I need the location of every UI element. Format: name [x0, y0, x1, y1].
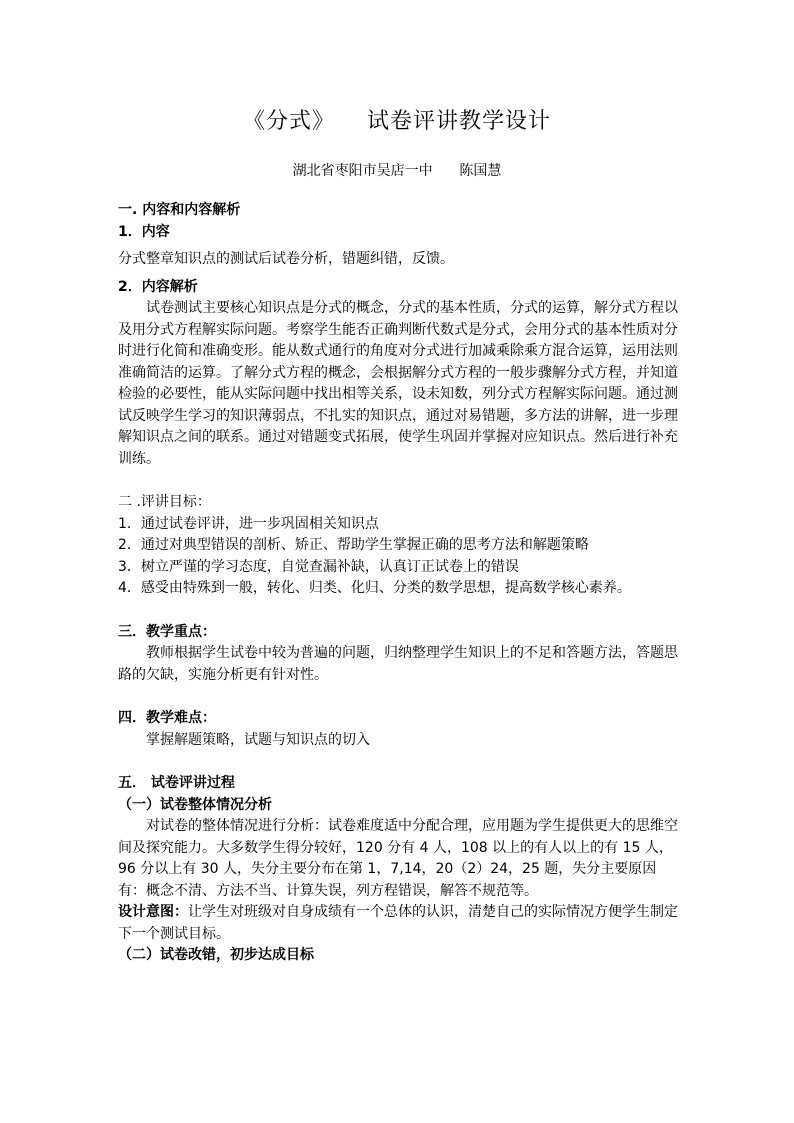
section-1-1-heading: 1．内容 [118, 223, 170, 240]
section-1-heading: 一. 内容和内容解析 [118, 202, 241, 218]
document-body [118, 200, 678, 967]
section-5-part-1-text: 对试卷的整体情况进行分析：试卷难度适中分配合理，应用题为学生提供更大的思维空间及探究能力。大多数学生得分较好，120 分有 4 人，108 以上的有人以上的有 15 人，96 分以上有 30 人，失分主要分布在第 1，7,14，20（2）24，25 题，失分主要原因有：概念不清、方法不当、计算失误，列方程错误，解答不规范等。 [118, 818, 678, 899]
section-4-text: 掌握解题策略，试题与知识点的切入 [146, 731, 370, 748]
design-intent-text: 让学生对班级对自身成绩有一个总体的认识，清楚自己的实际情况方便学生制定下一个测试目标。 [118, 904, 678, 942]
section-2-item-4: 4．感受由特殊到一般，转化、归类、化归、分类的数学思想，提高数学核心素养。 [118, 580, 631, 596]
section-3-heading: 三．教学重点： [118, 623, 216, 640]
document-title: 《分式》 试卷评讲教学设计 [243, 109, 551, 134]
design-intent-label: 设计意图： [118, 904, 188, 920]
section-4-heading: 四．教学难点： [118, 710, 216, 726]
section-5-part-1-heading: （一）试卷整体情况分析 [118, 796, 272, 813]
section-5-part-2-heading: （二）试卷改错，初步达成目标 [118, 947, 314, 963]
section-1-2-text: 试卷测试主要核心知识点是分式的概念，分式的基本性质，分式的运算，解分式方程以及用分式方程解实际问题。考察学生能否正确判断代数式是分式，会用分式的基本性质对分时进行化简和准确变形。能从数式通行的角度对分式进行加减乘除乘方混合运算，运用法则准确简洁的运算。了解分式方程的概念，会根据解分式方程的一般步骤解分式方程，并知道检验的必要性，能从实际问题中找出相等关系，设未知数，列分式方程解实际问题。通过测试反映学生学习的知识薄弱点，不扎实的知识点，通过对易错题，多方法的讲解，进一步理解知识点之间的联系。通过对错题变式拓展，使学生巩固并掌握对应知识点。然后进行补充训练。 [118, 300, 678, 467]
section-2-item-2: 2．通过对典型错误的剖析、矫正、帮助学生掌握正确的思考方法和解题策略 [118, 537, 589, 553]
section-5-heading: 五． 试卷评讲过程 [118, 775, 235, 791]
section-2-item-1: 1．通过试卷评讲，进一步巩固相关知识点 [118, 515, 379, 532]
design-intent [118, 902, 678, 945]
section-3-text: 教师根据学生试卷中较为普遍的问题，归纳整理学生知识上的不足和答题方法，答题思路的欠缺，实施分析更有针对性。 [118, 645, 678, 683]
section-2-item-3: 3．树立严谨的学习态度，自觉查漏补缺，认真订正试卷上的错误 [118, 558, 519, 575]
document-author: 湖北省枣阳市吴店一中 陈国慧 [292, 163, 502, 179]
section-1-2-heading: 2．内容解析 [118, 278, 198, 295]
section-2-heading: 二 .评讲目标： [118, 494, 211, 510]
section-1-1-text: 分式整章知识点的测试后试卷分析，错题纠错，反馈。 [118, 251, 454, 267]
